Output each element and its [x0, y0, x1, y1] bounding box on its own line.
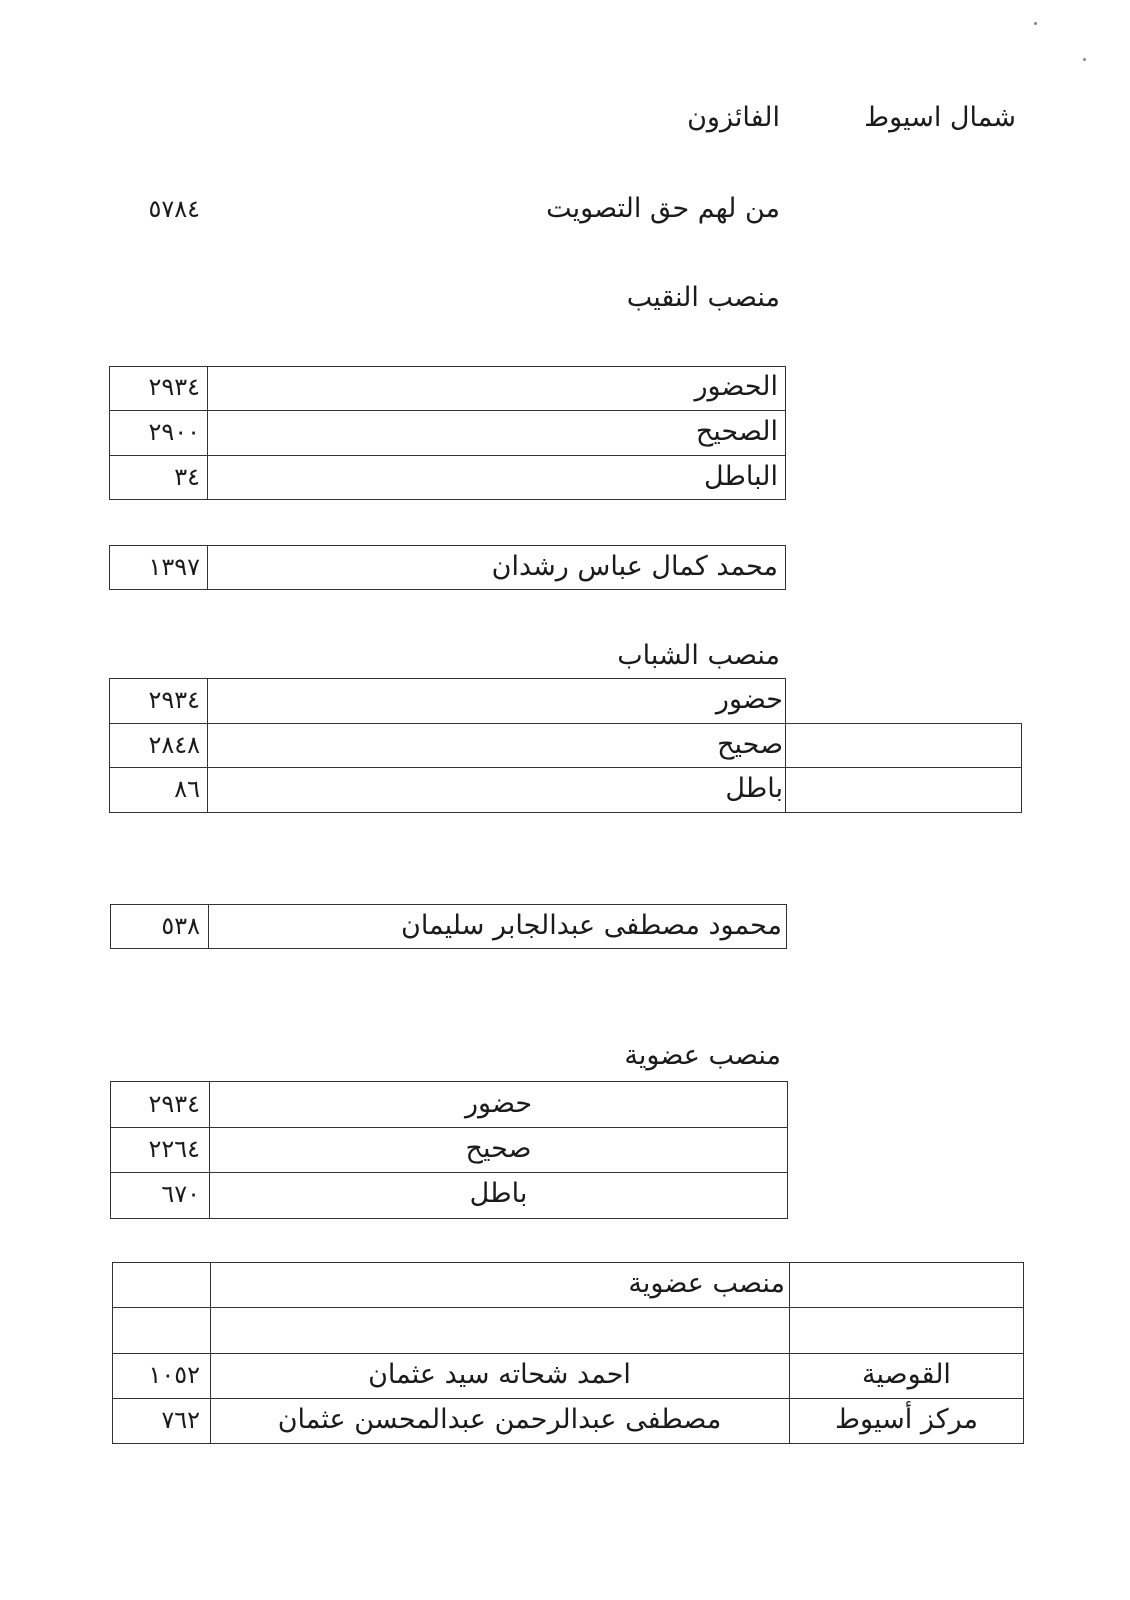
scan-speck — [1083, 58, 1086, 61]
membership-invalid-label: باطل — [469, 1178, 528, 1209]
winners-label: الفائزون — [687, 102, 780, 133]
youth-invalid-label: باطل — [725, 773, 783, 804]
result-row-1-district: القوصية — [862, 1359, 951, 1390]
youth-invalid-value: ٨٦ — [174, 775, 200, 803]
naqib-attendance-value: ٢٩٣٤ — [148, 373, 200, 401]
naqib-winner-name: محمد كمال عباس رشدان — [491, 551, 778, 582]
naqib-valid-label: الصحيح — [695, 416, 778, 447]
scan-speck — [1034, 22, 1037, 25]
eligible-voters-count: ٥٧٨٤ — [148, 195, 200, 223]
region-title: شمال اسيوط — [864, 102, 1016, 133]
youth-valid-value: ٢٨٤٨ — [148, 731, 200, 759]
result-row-1-votes: ١٠٥٢ — [148, 1361, 200, 1389]
naqib-heading: منصب النقيب — [626, 282, 780, 313]
result-row-2-district: مركز أسيوط — [835, 1404, 978, 1435]
youth-valid-label: صحيح — [717, 729, 783, 760]
youth-attendance-value: ٢٩٣٤ — [148, 686, 200, 714]
result-row-2-name: مصطفى عبدالرحمن عبدالمحسن عثمان — [277, 1404, 722, 1435]
youth-stats-table — [109, 678, 786, 813]
membership-invalid-value: ٦٧٠ — [161, 1180, 200, 1208]
membership-valid-label: صحيح — [465, 1133, 532, 1164]
membership-results-heading: منصب عضوية — [628, 1268, 785, 1299]
result-row-1-name: احمد شحاته سيد عثمان — [368, 1359, 631, 1390]
membership-heading: منصب عضوية — [624, 1040, 781, 1071]
naqib-valid-value: ٢٩٠٠ — [148, 418, 200, 446]
youth-winner-name: محمود مصطفى عبدالجابر سليمان — [400, 910, 782, 941]
naqib-invalid-value: ٣٤ — [174, 463, 200, 491]
youth-winner-votes: ٥٣٨ — [161, 912, 200, 940]
naqib-invalid-label: الباطل — [703, 461, 778, 492]
eligible-voters-label: من لهم حق التصويت — [546, 193, 780, 224]
membership-attendance-value: ٢٩٣٤ — [148, 1090, 200, 1118]
naqib-winner-votes: ١٣٩٧ — [148, 553, 200, 581]
naqib-attendance-label: الحضور — [694, 371, 778, 402]
naqib-stats-table — [109, 366, 786, 500]
youth-attendance-label: حضور — [715, 684, 783, 715]
membership-attendance-label: حضور — [464, 1088, 533, 1119]
youth-heading: منصب الشباب — [617, 640, 780, 671]
result-row-2-votes: ٧٦٢ — [161, 1406, 200, 1434]
membership-valid-value: ٢٢٦٤ — [148, 1135, 200, 1163]
